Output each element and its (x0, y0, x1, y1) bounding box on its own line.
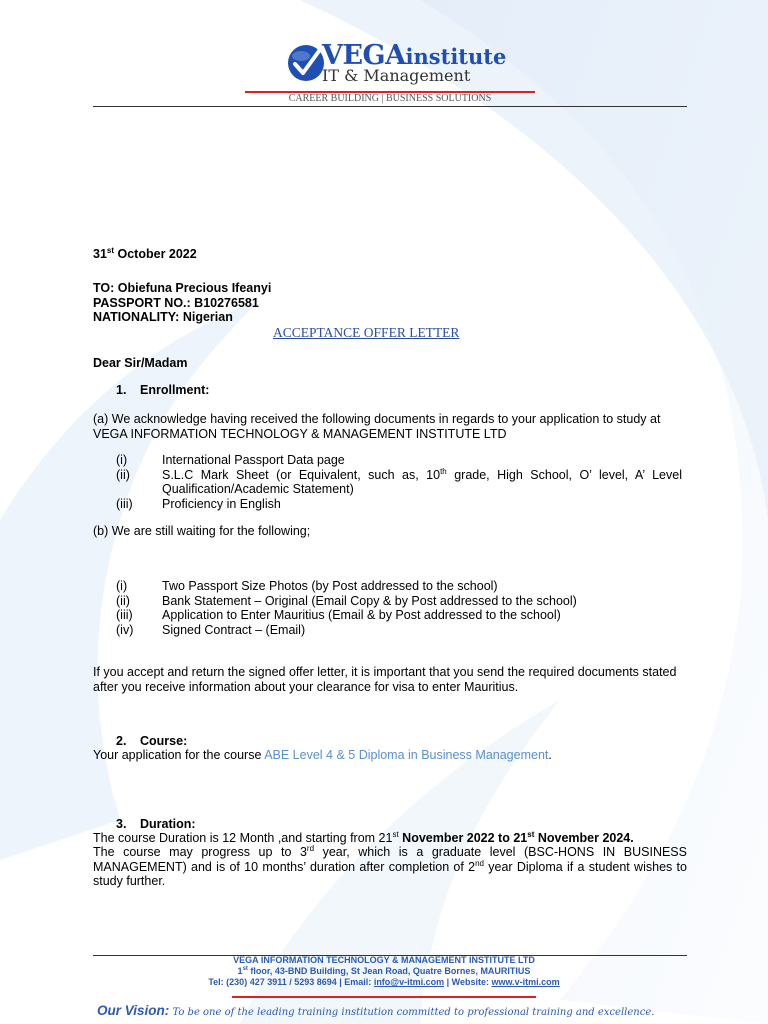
section-duration-heading: 3. Duration: (116, 817, 196, 831)
duration-progress-note: The course may progress up to 3rd year, which is a graduate level (BSC-HONS IN BUSINESS MANAGEMENT) and is of 10 months’ duration after completion of 2nd year Diploma if a student wishes to study further. (93, 843, 687, 888)
brand-main: VEGA (322, 40, 406, 71)
list-item: (iii) Application to Enter Mauritius (Email & by Post addressed to the school) (116, 608, 561, 622)
footer-company: VEGA INFORMATION TECHNOLOGY & MANAGEMENT INSTITUTE LTD (233, 955, 535, 965)
header-rule (93, 106, 687, 107)
letter-date: 31st October 2022 (93, 245, 197, 261)
website-link[interactable]: www.v-itmi.com (491, 977, 560, 987)
passport-number: PASSPORT NO.: B10276581 (93, 295, 259, 310)
list-item: (ii) Bank Statement – Original (Email Copy & by Post addressed to the school) (116, 593, 577, 608)
vision-statement (97, 1002, 654, 1020)
email-link[interactable]: info@v-itmi.com (373, 977, 445, 987)
enrollment-para-a: (a) We acknowledge having received the following documents in regards to your application to study at VEGA INFORMATION TECHNOLOGY & MANAGEMENT INSTITUTE LTD (93, 412, 661, 441)
footer-address: 1st floor, 43-BND Building, St Jean Road, Quatre Bornes, MAURITIUS (237, 966, 531, 976)
brand-suffix: institute (405, 44, 507, 69)
enrollment-para-b: (b) We are still waiting for the following; (93, 524, 311, 538)
received-documents-list (116, 453, 682, 511)
section-course-heading: 2. Course: (116, 734, 188, 748)
letter-title: ACCEPTANCE OFFER LETTER (273, 325, 460, 340)
vision-label: Our Vision: (97, 1003, 170, 1018)
logo (286, 40, 526, 88)
list-item: (i) International Passport Data page (116, 453, 345, 467)
list-item: (iii) Proficiency in English (116, 496, 281, 511)
list-item: (i) Two Passport Size Photos (by Post addressed to the school) (116, 579, 498, 593)
course-text: Your application for the course ABE Level 4 & 5 Diploma in Business Management. (93, 748, 552, 762)
pending-documents-list (116, 579, 682, 637)
salutation: Dear Sir/Madam (93, 356, 188, 370)
list-item: (ii) S.L.C Mark Sheet (or Equivalent, such as, 10th grade, High School, O’ level, A’ Level Qualification/Academic Statement) (116, 466, 682, 496)
recipient-block (93, 281, 271, 325)
checkmark-globe-icon (286, 42, 326, 84)
vision-text: To be one of the leading training institution committed to professional training and excellence. (169, 1007, 655, 1018)
duration-line: The course Duration is 12 Month ,and starting from 21st November 2022 to 21st November 2024. (93, 829, 634, 845)
footer-contact: Tel: (230) 427 3911 / 5293 8694 | Email: info@v-itmi.com | Website: www.v-itmi.com (208, 977, 560, 987)
acceptance-note: If you accept and return the signed offer letter, it is important that you send the required documents stated after you receive information about your clearance for visa to enter Mauritius. (93, 665, 677, 694)
nationality: NATIONALITY: Nigerian (93, 310, 233, 324)
brand-sub: IT & Management (322, 66, 471, 85)
section-enrollment-heading: 1. Enrollment: (116, 383, 210, 397)
footer-red-line (232, 996, 536, 998)
recipient-name: TO: Obiefuna Precious Ifeanyi (93, 281, 272, 295)
list-item: (iv) Signed Contract – (Email) (116, 622, 306, 637)
tagline: CAREER BUILDING | BUSINESS SOLUTIONS (288, 93, 492, 104)
course-name: ABE Level 4 & 5 Diploma in Business Management (264, 748, 549, 762)
